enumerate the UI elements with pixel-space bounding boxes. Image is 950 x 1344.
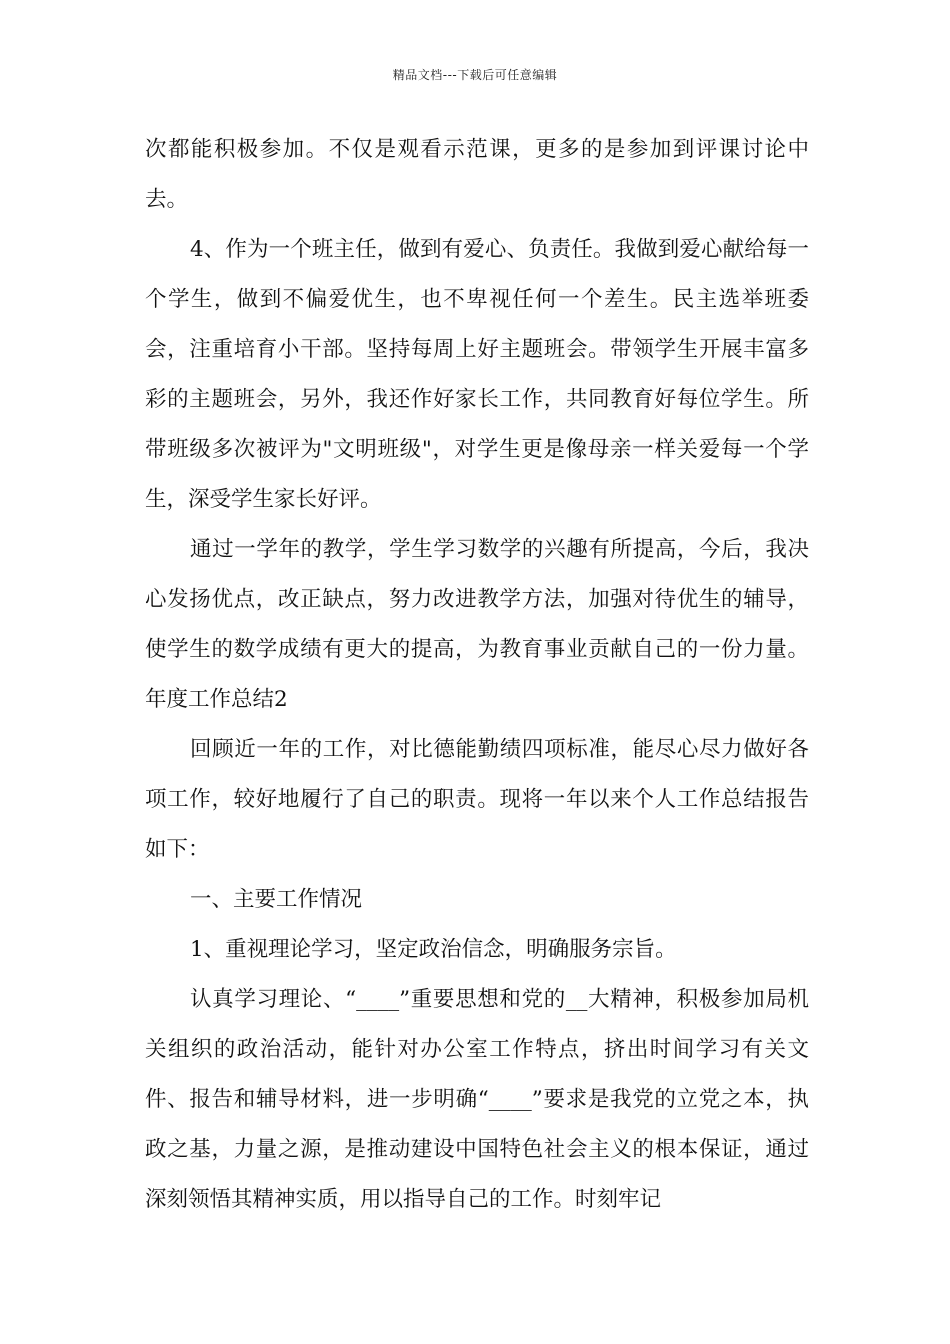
page-header: 精品文档---下载后可任意编辑 [392, 68, 558, 82]
paragraph-4: 回顾近一年的工作，对比德能勤绩四项标准，能尽心尽力做好各项工作，较好地履行了自己的职责。现将一年以来个人工作总结报告如下： [145, 737, 809, 862]
paragraph-2: 4、作为一个班主任，做到有爱心、负责任。我做到爱心献给每一个学生，做到不偏爱优生，也不卑视任何一个差生。民主选举班委会，注重培育小干部。坚持每周上好主题班会。带领学生开展丰富多彩的主题班会，另外，我还作好家长工作，共同教育好每位学生。所带班级多次被评为"文明班级"，对学生更是像母亲一样关爱每一个学生，深受学生家长好评。 [145, 237, 809, 512]
subsection-heading: 1、重视理论学习，坚定政治信念，明确服务宗旨。 [190, 937, 677, 962]
section-heading: 一、主要工作情况 [190, 887, 363, 912]
paragraph-1: 次都能积极参加。不仅是观看示范课，更多的是参加到评课讨论中去。 [145, 137, 809, 212]
paragraph-3: 通过一学年的教学，学生学习数学的兴趣有所提高，今后，我决心发扬优点，改正缺点，努力改进教学方法，加强对待优生的辅导，使学生的数学成绩有更大的提高，为教育事业贡献自己的一份力量。年度工作总结2 [145, 537, 809, 712]
paragraph-5: 认真学习理论、“____”重要思想和党的__大精神，积极参加局机关组织的政治活动，能针对办公室工作特点，挤出时间学习有关文件、报告和辅导材料，进一步明确“____”要求是我党的立党之本，执政之基，力量之源，是推动建设中国特色社会主义的根本保证，通过深刻领悟其精神实质，用以指导自己的工作。时刻牢记 [145, 987, 809, 1212]
document-body [145, 125, 809, 1225]
